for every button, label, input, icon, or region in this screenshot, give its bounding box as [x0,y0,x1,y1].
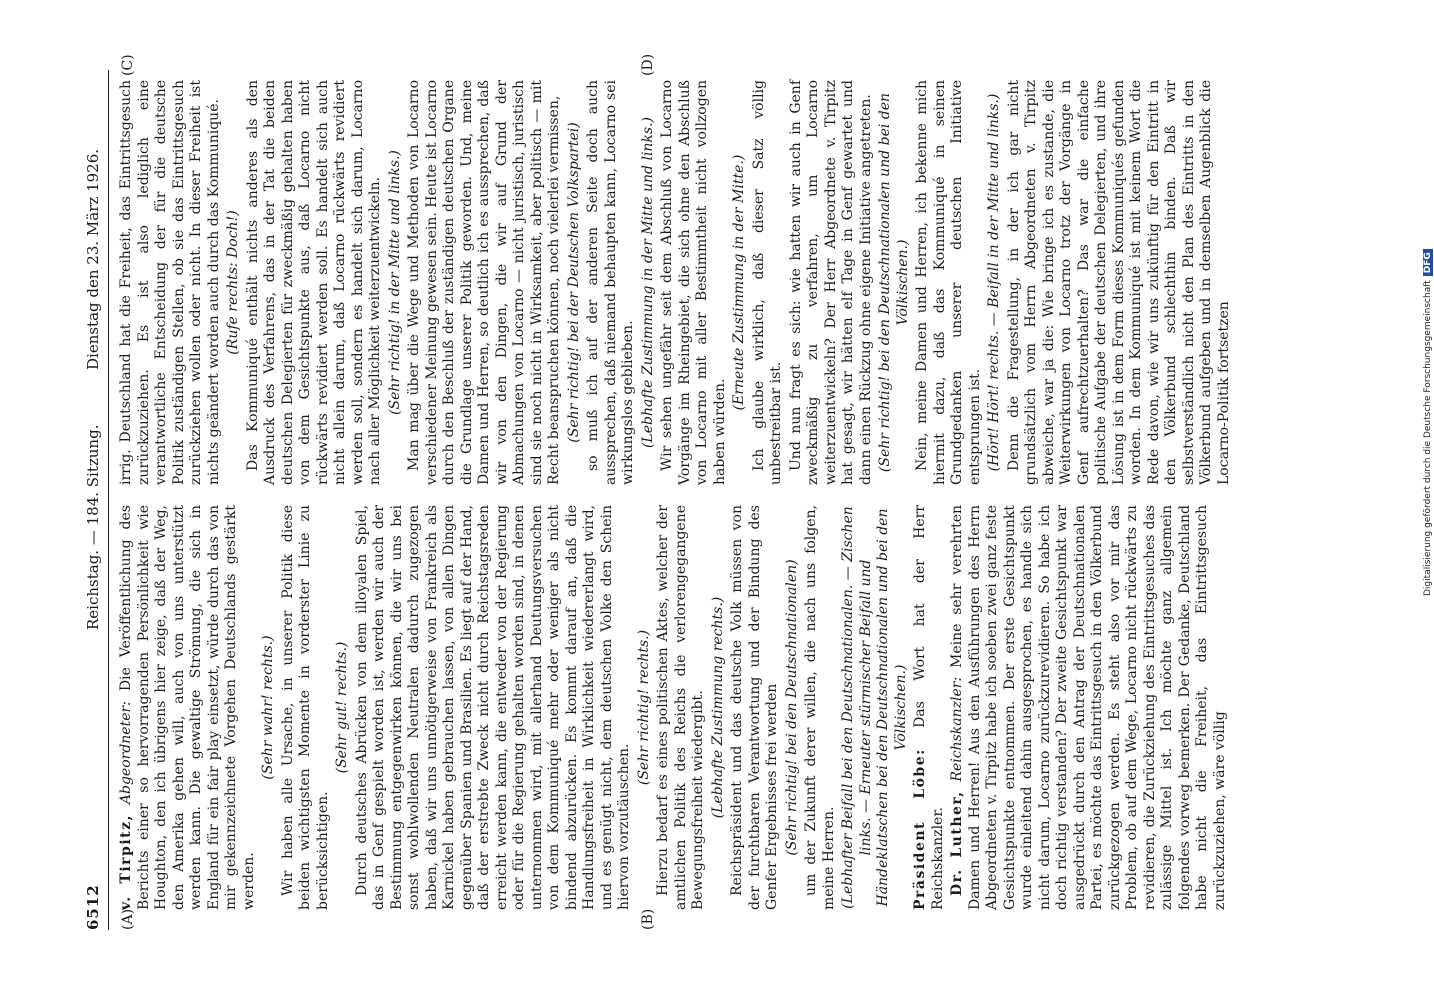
document-page [80,53,1330,930]
margin-marker-a: (A) [120,908,136,930]
digitization-credit [1423,6,1433,596]
interjection: (Lebhafte Zustimmung in der Mitte und links.) [639,116,656,449]
page-header [80,70,109,930]
interjection: (Sehr richtig! bei den Deutschnationalen) [783,559,800,856]
paragraph: Nein, meine Damen und Herren, ich bekenne mich hiermit dazu, daß das Kommuniqué in seinen Grundgedanken unserer deutschen Initiative entsprungen ist. [914,80,983,485]
paragraph: so muß ich auf der anderen Seite doch auch aussprechen, daß niemand behaupten kann, Locarno sei wirkungslos geblieben. [585,80,636,485]
chancellor-name: Dr. Luther, [949,790,965,896]
interjection: (Erneute Zustimmung in der Mitte.) [731,154,747,411]
interjection: (Sehr gut! rechts.) [334,641,350,774]
president-name: Präsident Löbe: [912,748,928,910]
paragraph: Präsident Löbe: Das Wort hat der Herr Reichskanzler. [912,505,946,910]
paragraph: Dr. Luther, Reichskanzler: Meine sehr verehrten Damen und Herren! Aus den Ausführungen des Herrn Abgeordneten v. Tirpitz habe ich soeben zwei ganz feste Gesichtspunkte entnommen. Der erste Gesichtspunkt wurde einleitend dahin ausgesprochen, es handle sich nicht darum, Locarno zurückzurevidieren. So habe ich doch richtig verstanden? Der zweite Gesichtspunkt war ausgedrückt durch den Antrag der Deutschnationalen Partei, es möchte das Eintrittsgesuch in den Völkerbund zurückgezogen werden. Es steht also vor mir das Problem, ob auf dem Wege, Locarno nicht rückwärts zu revidieren, die Zurückziehung des Eintrittsgesuches das zulässige Mittel ist. Ich möchte ganz allgemein folgendes vorweg bemerken. Der Gedanke, Deutschland habe nicht die Freiheit, das Eintrittsgesuch zurückzuziehen, wäre völlig [949,504,1228,910]
margin-marker-c: (C) [120,54,136,76]
paragraph: um der Zukunft derer willen, die nach uns folgen, meine Herren. [803,505,837,910]
interjection: (Rufe rechts: Doch!) [225,210,241,355]
paragraph: irrig. Deutschland hat die Freiheit, das Eintrittsgesuch zurückzuziehen. Es ist also lediglich eine verantwortliche Entscheidung der für die deutsche Politik zuständigen Stellen, ob sie das Eintrittsgesuch zurückziehen wollen oder nicht. In dieser Freiheit ist nichts geändert worden auch durch das Kommuniqué. [118,80,222,485]
interjection: (Sehr richtig! rechts.) [635,629,652,786]
paragraph: Wir haben alle Ursache, in unserer Politik diese beiden wichtigsten Momente in vorderster Linie zu berücksichtigen. [279,505,331,910]
chancellor-role: Reichskanzler: [949,676,965,782]
dfg-logo: DFG [1423,249,1433,276]
interjection: (Sehr richtig! bei den Deutschnationalen und bei den Völkischen.) [877,92,911,473]
paragraph: Man mag über die Wege und Methoden von Locarno verschiedener Meinung gewesen sein. Heute ist Locarno durch den Beschluß der zuständigen deutschen Organe die Grundlage unserer Politik geworden. Und, meine Damen und Herren, so deutlich ich es aussprechen, daß wir von den Dingen, die wir auf Grund der Abmachungen von Locarno — nicht juristisch, juristisch sind sie noch nicht in Wirksamkeit, aber politisch — mit Recht beanspruchen können, noch vielerlei vermissen, [406,80,562,485]
paragraph: Hierzu bedarf es eines politischen Aktes, welcher der amtlichen Politik des Reichs die verlorengegangene Bewegungsfreiheit wiedergibt. [655,505,706,910]
interjection: (Sehr richtig! in der Mitte und links.) [386,150,403,415]
speaker-name: v. Tirpitz, [118,814,134,910]
header-date: Dienstag den 23. März 1926. [84,148,102,370]
interjection: (Sehr richtig! bei der Deutschen Volkspartei) [565,122,582,443]
paragraph: Und nun fragt es sich: wie hatten wir auch in Genf zweckmäßig zu verfahren, um Locarno weiterzuentwickeln? Der Herr Abgeordnete v. Tirpitz hat gesagt, wir hätten elf Tage in Genf gewartet und dann einen Rückzug ohne eigene Initiative angetreten. [787,80,874,485]
header-session: Reichstag. — 184. Sitzung. [84,424,102,630]
page-number: 6512 [84,884,102,930]
paragraph: Ich glaube wirklich, daß dieser Satz völlig unbestreitbar ist. [750,80,784,485]
margin-marker-d: (D) [640,53,656,76]
interjection: (Lebhafte Zustimmung rechts.) [709,596,726,819]
interjection: (Lebhafter Beifall bei den Deutschnationalen. — Zischen links. — Erneuter stürmischer Beifall und Händeklatschen bei den Deutschnationalen und bei den Völkischen.) [840,506,909,909]
paragraph: Denn die Fragestellung, in der ich gar nicht grundsätzlich vom Herrn Abgeordneten v. Tirpitz abweiche, war ja die: Wie bringe ich es zustande, die Weiterwirkungen von Locarno trotz der Vorgänge in Genf aufrechtzuerhalten? Das war die einfache politische Aufgabe der deutschen Delegierten, und ihre Lösung ist in dem Form dieses Kommuniqués gefunden worden. In dem Kommuniqué ist mit keinem Wort die Rede davon, wie wir uns zukünftig für den Eintritt in den Völkerbund schlechthin binden. Daß wir selbstverständlich nicht den Plan des Eintritts in den Völkerbund aufgeben und in demselben Augenblick die Locarno-Politik fortsetzen [1005,80,1232,485]
credit-text: Digitalisierung gefördert durch die Deutsche Forschungsgemeinschaft [1423,280,1433,596]
right-column [118,80,1235,485]
speaker-role: Abgeordneter: [118,701,134,805]
paragraph: Das Kommuniqué enthält nichts anderes als den Ausdruck des Verfahrens, das in der Tat die beiden deutschen Delegierten für zweckmäßig gehalten haben von dem Gesichtspunkte aus, daß Locarno nicht rückwärts revidiert werden soll. Es handelt sich auch nicht allein darum, daß Locarno rückwärts revidiert werden soll, sondern es handelt sich darum, Locarno nach aller Möglichkeit weiterzuentwickeln. [244,80,383,485]
paragraph: Durch deutsches Abrücken von dem illoyalen Spiel, das in Genf gespielt worden ist, werden wir auch der Bestimmung entgegenwirken können, die wir uns bei sonst wohlwollenden Neutralen dadurch zugezogen haben, daß wir uns unnötigerweise von Frankreich als Karnickel haben gebrauchen lassen, von allen Dingen gegenüber Spanien und Brasilien. Es liegt auf der Hand, daß der erstrebte Zweck nicht durch Reichstagsreden erreicht werden kann, die entweder von der Regierung oder für die Regierung gehalten worden sind, in denen unternommen wird, mit allerhand Deutungsversuchen von dem Kommuniqué mehr oder weniger als nicht bindend abzurücken. Es kommt darauf an, daß die Handlungsfreiheit in Wirklichkeit wiedererlangt wird, und es genügt nicht, dem deutschen Volke den Schein hiervon vorzutäuschen. [353,505,632,910]
paragraph: Reichspräsident und das deutsche Volk müssen von der furchtbaren Verantwortung und der Bindung des Genfer Ergebnisses frei werden [729,505,780,910]
paragraph: v. Tirpitz, Abgeordneter: Die Veröffentlichung des Berichts einer so hervorragenden Persönlichkeit wie Houghton, den ich übrigens hier zeige, daß der Weg, den Amerika gehen will, auch von uns unterstützt werden kann. Die gewaltige Strömung, die sich in England für ein fair play einsetzt, würde durch das von mir gekennzeichnete Vorgehen Deutschlands gestärkt werden. [118,505,257,910]
interjection: (Sehr wahr! rechts.) [260,635,276,780]
margin-marker-b: (B) [640,908,656,930]
left-column [118,505,1231,910]
rotated-page [80,53,1330,930]
paragraph: Wir sehen ungefähr seit dem Abschluß von Locarno Vorgänge im Rheingebiet, die sich ohne den Abschluß von Locarno mit aller Bestimmtheit nicht vollzogen haben würden. [659,80,728,485]
interjection: (Hört! Hört! rechts. — Beifall in der Mitte und links.) [986,93,1002,472]
